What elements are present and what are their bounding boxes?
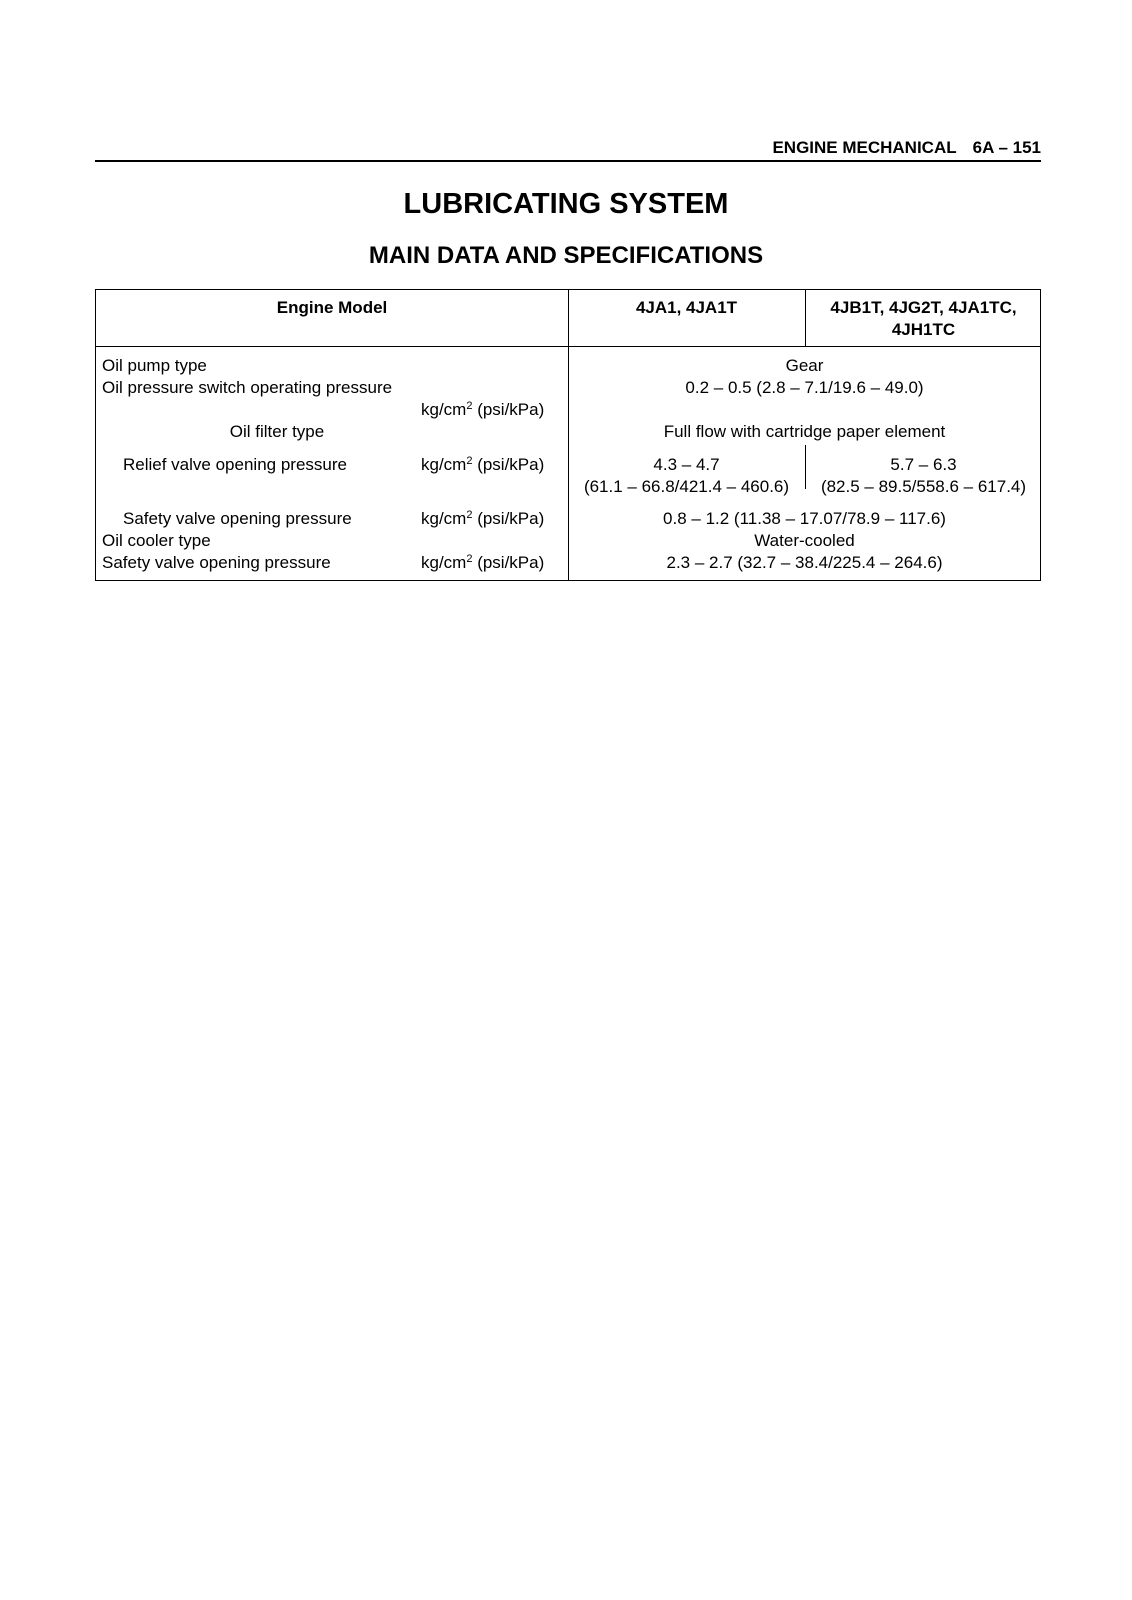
label-safety-valve-cooler: Safety valve opening pressure: [102, 553, 331, 572]
page-title: LUBRICATING SYSTEM: [403, 188, 729, 220]
header-divider: [96, 346, 1040, 347]
page-header: [95, 136, 1041, 162]
value-safety-valve-filter: 0.8 – 1.2 (11.38 – 17.07/78.9 – 117.6): [663, 509, 946, 528]
specifications-table: [95, 289, 1041, 581]
unit-label: $kg/cm^2$ (psi/kPa): [421, 509, 545, 528]
unit-label: $kg/cm^2$ (psi/kPa): [421, 400, 545, 419]
header-engine-model: Engine Model: [276, 298, 388, 317]
label-oil-pressure-switch: Oil pressure switch operating pressure: [102, 378, 393, 397]
header-col-4jb1t-line1: 4JB1T, 4JG2T, 4JA1TC,: [830, 298, 1017, 317]
page-subtitle: MAIN DATA AND SPECIFICATIONS: [368, 242, 764, 269]
label-oil-filter-type: Oil filter type: [229, 422, 325, 441]
value-relief-valve-col2-line1: 5.7 – 6.3: [890, 455, 957, 474]
value-oil-pressure-switch: 0.2 – 0.5 (2.8 – 7.1/19.6 – 49.0): [685, 378, 924, 397]
header-section: ENGINE MECHANICAL: [772, 138, 957, 157]
value-oil-pump-type: Gear: [785, 356, 824, 375]
label-oil-pump-type: Oil pump type: [102, 356, 207, 375]
value-relief-valve-col1-line1: 4.3 – 4.7: [653, 455, 720, 474]
value-oil-cooler-type: Water-cooled: [754, 531, 855, 550]
header-text: [772, 138, 1041, 158]
value-relief-valve-col1-line2: (61.1 – 66.8/421.4 – 460.6): [583, 477, 790, 496]
label-relief-valve: Relief valve opening pressure: [123, 455, 347, 474]
unit-label: $kg/cm^2$ (psi/kPa): [421, 455, 545, 474]
value-oil-filter-type: Full flow with cartridge paper element: [663, 422, 946, 441]
unit-label: $kg/cm^2$ (psi/kPa): [421, 553, 545, 572]
value-safety-valve-cooler: 2.3 – 2.7 (32.7 – 38.4/225.4 – 264.6): [666, 553, 943, 572]
label-safety-valve-filter: Safety valve opening pressure: [123, 509, 352, 528]
label-oil-cooler-type: Oil cooler type: [102, 531, 211, 550]
header-col-4ja1: 4JA1, 4JA1T: [635, 298, 738, 317]
value-relief-valve-col2-line2: (82.5 – 89.5/558.6 – 617.4): [820, 477, 1027, 496]
header-col-4jb1t-line2: 4JH1TC: [891, 320, 956, 339]
header-page-number: 6A – 151: [972, 138, 1041, 157]
